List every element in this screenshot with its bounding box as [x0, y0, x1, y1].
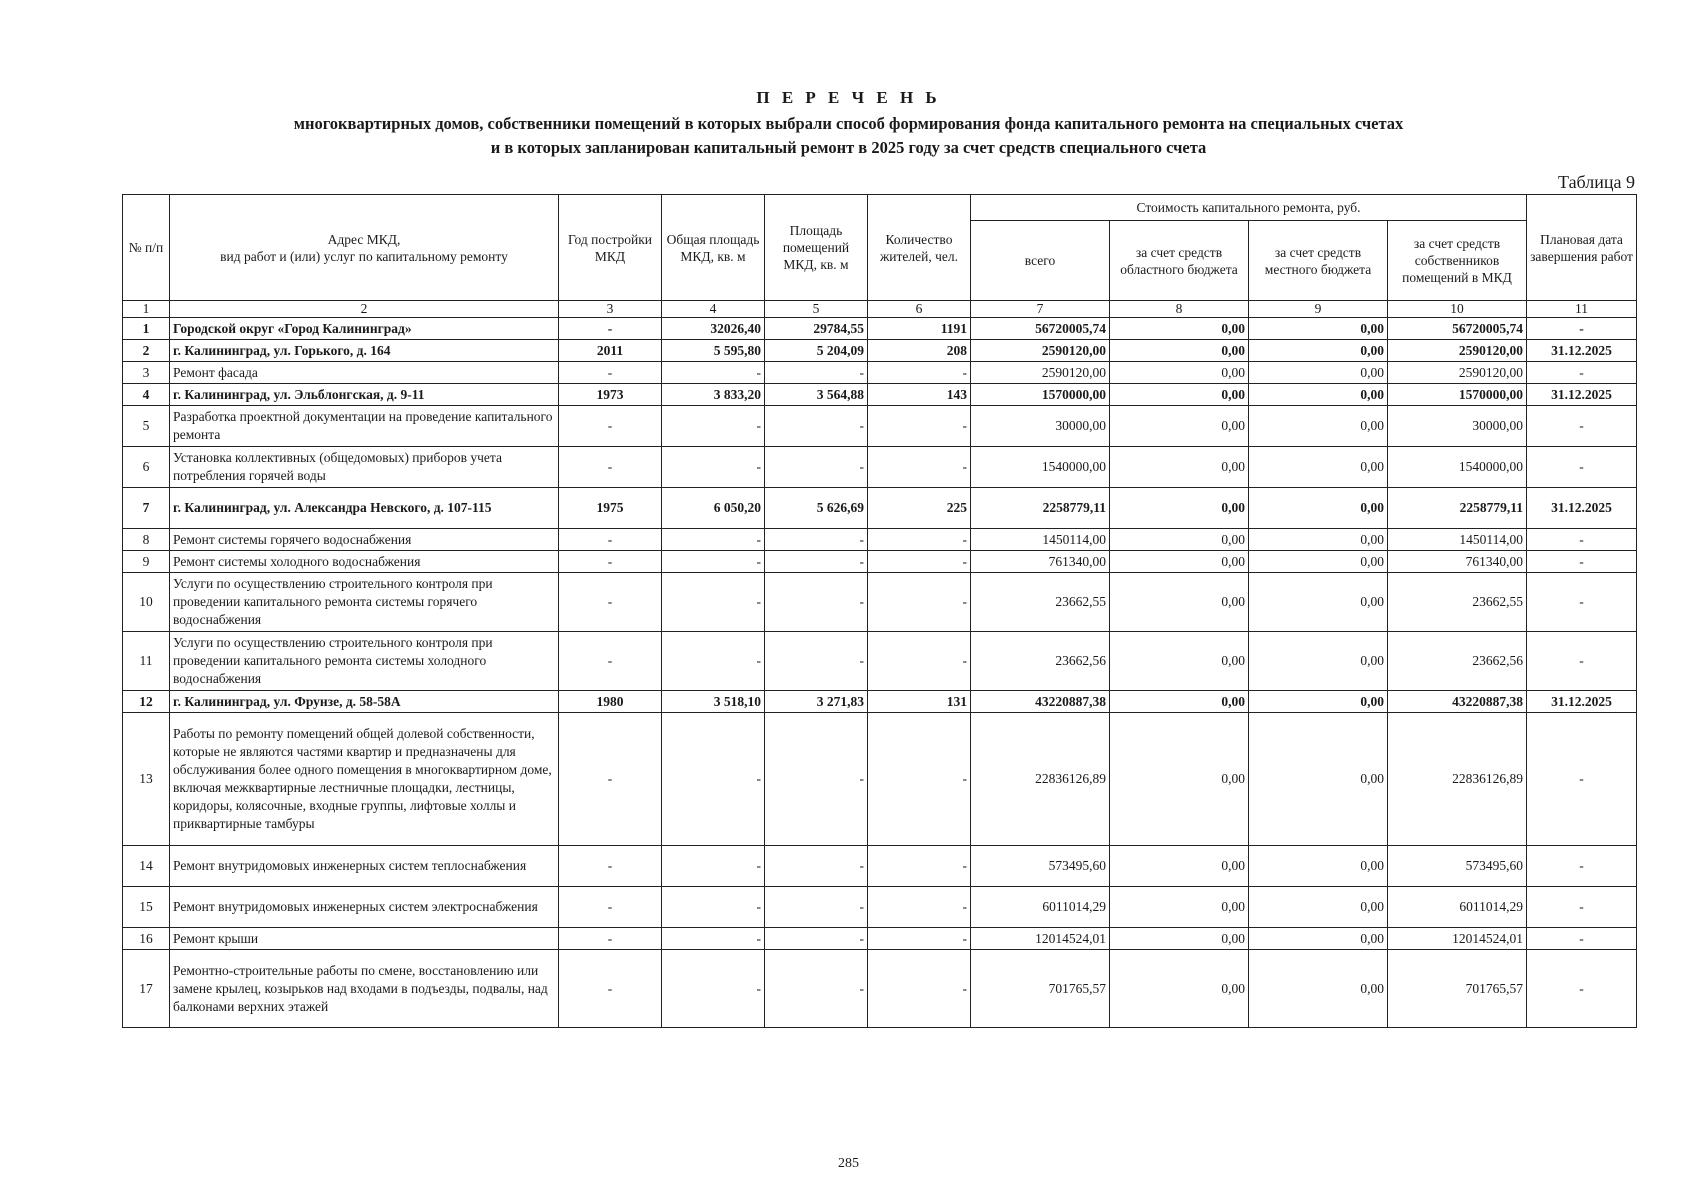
row-cost-regional: 0,00: [1110, 573, 1249, 632]
row-completion-date: -: [1527, 362, 1637, 384]
row-cost-total: 23662,55: [971, 573, 1110, 632]
row-premises-area: -: [765, 928, 868, 950]
row-cost-local: 0,00: [1249, 846, 1388, 887]
row-address-or-work: Услуги по осуществлению строительного контроля при проведении капитального ремонта системы холодного водоснабжения: [170, 632, 559, 691]
row-cost-local: 0,00: [1249, 384, 1388, 406]
row-cost-regional: 0,00: [1110, 887, 1249, 928]
page-number: 285: [838, 1156, 859, 1171]
table-row: [123, 950, 1637, 1028]
table-row: [123, 713, 1637, 846]
row-total-area: -: [662, 447, 765, 488]
repair-list-table: [122, 194, 1637, 1028]
row-completion-date: -: [1527, 950, 1637, 1028]
row-cost-local: 0,00: [1249, 632, 1388, 691]
row-number: 9: [123, 551, 170, 573]
row-cost-regional: 0,00: [1110, 362, 1249, 384]
row-cost-local: 0,00: [1249, 573, 1388, 632]
row-completion-date: -: [1527, 713, 1637, 846]
row-cost-owners: 701765,57: [1388, 950, 1527, 1028]
row-year: -: [559, 362, 662, 384]
row-number: 8: [123, 529, 170, 551]
row-number: 17: [123, 950, 170, 1028]
row-cost-regional: 0,00: [1110, 447, 1249, 488]
row-completion-date: -: [1527, 887, 1637, 928]
row-cost-total: 2590120,00: [971, 362, 1110, 384]
header-cost-group: Стоимость капитального ремонта, руб.: [971, 195, 1527, 221]
row-cost-local: 0,00: [1249, 488, 1388, 529]
row-year: -: [559, 406, 662, 447]
row-total-area: -: [662, 632, 765, 691]
row-number: 12: [123, 691, 170, 713]
table-row: [123, 384, 1637, 406]
row-number: 3: [123, 362, 170, 384]
row-premises-area: -: [765, 573, 868, 632]
row-premises-area: -: [765, 846, 868, 887]
column-number: 9: [1249, 301, 1388, 318]
row-total-area: -: [662, 362, 765, 384]
row-number: 10: [123, 573, 170, 632]
column-number: 10: [1388, 301, 1527, 318]
row-number: 4: [123, 384, 170, 406]
row-premises-area: 29784,55: [765, 318, 868, 340]
row-residents: -: [868, 846, 971, 887]
row-address-or-work: Ремонт системы холодного водоснабжения: [170, 551, 559, 573]
header-cost-local: за счет средств местного бюджета: [1249, 221, 1388, 301]
row-year: -: [559, 318, 662, 340]
row-address-or-work: Ремонт внутридомовых инженерных систем теплоснабжения: [170, 846, 559, 887]
row-number: 5: [123, 406, 170, 447]
row-total-area: -: [662, 928, 765, 950]
row-total-area: -: [662, 713, 765, 846]
row-cost-owners: 30000,00: [1388, 406, 1527, 447]
header-residents: Количество жителей, чел.: [868, 195, 971, 301]
row-year: -: [559, 573, 662, 632]
row-residents: 225: [868, 488, 971, 529]
header-premises-area: Площадь помещений МКД, кв. м: [765, 195, 868, 301]
row-total-area: 6 050,20: [662, 488, 765, 529]
header-cost-regional: за счет средств областного бюджета: [1110, 221, 1249, 301]
row-cost-total: 12014524,01: [971, 928, 1110, 950]
row-completion-date: -: [1527, 573, 1637, 632]
row-total-area: -: [662, 551, 765, 573]
row-number: 6: [123, 447, 170, 488]
row-completion-date: 31.12.2025: [1527, 340, 1637, 362]
row-cost-local: 0,00: [1249, 362, 1388, 384]
row-number: 14: [123, 846, 170, 887]
row-residents: 1191: [868, 318, 971, 340]
row-cost-local: 0,00: [1249, 447, 1388, 488]
row-number: 2: [123, 340, 170, 362]
row-completion-date: -: [1527, 928, 1637, 950]
row-address-or-work: Городской округ «Город Калининград»: [170, 318, 559, 340]
header-address: Адрес МКД, вид работ и (или) услуг по капитальному ремонту: [170, 195, 559, 301]
row-premises-area: -: [765, 406, 868, 447]
table-row: [123, 406, 1637, 447]
row-cost-owners: 2590120,00: [1388, 362, 1527, 384]
row-cost-regional: 0,00: [1110, 529, 1249, 551]
row-year: -: [559, 950, 662, 1028]
row-completion-date: -: [1527, 632, 1637, 691]
row-cost-local: 0,00: [1249, 551, 1388, 573]
row-cost-local: 0,00: [1249, 950, 1388, 1028]
row-cost-owners: 6011014,29: [1388, 887, 1527, 928]
row-address-or-work: Ремонт внутридомовых инженерных систем электроснабжения: [170, 887, 559, 928]
row-completion-date: 31.12.2025: [1527, 384, 1637, 406]
row-year: 1973: [559, 384, 662, 406]
table-row: [123, 928, 1637, 950]
row-cost-total: 2590120,00: [971, 340, 1110, 362]
document-subtitle-line-2: и в которых запланирован капитальный ремонт в 2025 году за счет средств специального счета: [490, 138, 1207, 157]
row-completion-date: -: [1527, 406, 1637, 447]
row-cost-local: 0,00: [1249, 887, 1388, 928]
row-number: 15: [123, 887, 170, 928]
row-premises-area: -: [765, 713, 868, 846]
row-address-or-work: Работы по ремонту помещений общей долевой собственности, которые не являются частями квартир и предназначены для обслуживания более одного помещения в многоквартирном доме, включая межквартирные лестничные площадки, лестницы, коридоры, колясочные, входные группы, лифтовые холлы и приквартирные тамбуры: [170, 713, 559, 846]
header-year: Год постройки МКД: [559, 195, 662, 301]
column-number: 2: [170, 301, 559, 318]
row-premises-area: -: [765, 529, 868, 551]
table-row: [123, 887, 1637, 928]
row-cost-total: 573495,60: [971, 846, 1110, 887]
row-residents: -: [868, 529, 971, 551]
row-completion-date: -: [1527, 318, 1637, 340]
row-residents: -: [868, 573, 971, 632]
column-number: 6: [868, 301, 971, 318]
row-cost-total: 30000,00: [971, 406, 1110, 447]
row-total-area: -: [662, 887, 765, 928]
row-year: 2011: [559, 340, 662, 362]
table-row: [123, 362, 1637, 384]
table-row: [123, 691, 1637, 713]
row-premises-area: -: [765, 362, 868, 384]
row-cost-local: 0,00: [1249, 529, 1388, 551]
table-row: [123, 573, 1637, 632]
column-number: 8: [1110, 301, 1249, 318]
row-address-or-work: Ремонтно-строительные работы по смене, восстановлению или замене крылец, козырьков над входами в подъезды, подвалы, над балконами верхних этажей: [170, 950, 559, 1028]
table-row: [123, 529, 1637, 551]
row-cost-regional: 0,00: [1110, 406, 1249, 447]
header-cost-owners: за счет средств собственников помещений в МКД: [1388, 221, 1527, 301]
row-cost-local: 0,00: [1249, 713, 1388, 846]
row-year: 1980: [559, 691, 662, 713]
row-cost-regional: 0,00: [1110, 488, 1249, 529]
row-cost-owners: 23662,55: [1388, 573, 1527, 632]
row-cost-owners: 2590120,00: [1388, 340, 1527, 362]
row-total-area: 32026,40: [662, 318, 765, 340]
row-cost-regional: 0,00: [1110, 691, 1249, 713]
row-residents: -: [868, 406, 971, 447]
row-year: -: [559, 632, 662, 691]
row-number: 11: [123, 632, 170, 691]
row-total-area: 5 595,80: [662, 340, 765, 362]
row-year: -: [559, 713, 662, 846]
table-row: [123, 632, 1637, 691]
row-cost-total: 23662,56: [971, 632, 1110, 691]
row-cost-local: 0,00: [1249, 691, 1388, 713]
row-completion-date: -: [1527, 447, 1637, 488]
row-premises-area: -: [765, 950, 868, 1028]
row-cost-local: 0,00: [1249, 406, 1388, 447]
row-premises-area: 5 204,09: [765, 340, 868, 362]
row-cost-owners: 2258779,11: [1388, 488, 1527, 529]
row-address-or-work: Услуги по осуществлению строительного контроля при проведении капитального ремонта системы горячего водоснабжения: [170, 573, 559, 632]
row-cost-local: 0,00: [1249, 928, 1388, 950]
row-address-or-work: Разработка проектной документации на проведение капитального ремонта: [170, 406, 559, 447]
row-address-or-work: г. Калининград, ул. Фрунзе, д. 58-58А: [170, 691, 559, 713]
row-address-or-work: г. Калининград, ул. Эльблонгская, д. 9-11: [170, 384, 559, 406]
row-cost-owners: 23662,56: [1388, 632, 1527, 691]
row-cost-total: 701765,57: [971, 950, 1110, 1028]
table-label: Таблица 9: [1558, 172, 1635, 192]
row-cost-owners: 43220887,38: [1388, 691, 1527, 713]
row-residents: 208: [868, 340, 971, 362]
table-row: [123, 551, 1637, 573]
column-number: 11: [1527, 301, 1637, 318]
row-address-or-work: Ремонт фасада: [170, 362, 559, 384]
row-residents: -: [868, 362, 971, 384]
row-completion-date: -: [1527, 529, 1637, 551]
row-number: 16: [123, 928, 170, 950]
row-year: -: [559, 887, 662, 928]
table-row: [123, 488, 1637, 529]
row-completion-date: -: [1527, 846, 1637, 887]
row-total-area: -: [662, 406, 765, 447]
row-total-area: 3 518,10: [662, 691, 765, 713]
table-row: [123, 447, 1637, 488]
header-completion-date: Плановая дата завершения работ: [1527, 195, 1637, 301]
row-address-or-work: Установка коллективных (общедомовых) приборов учета потребления горячей воды: [170, 447, 559, 488]
row-cost-total: 1540000,00: [971, 447, 1110, 488]
row-cost-total: 1570000,00: [971, 384, 1110, 406]
row-cost-total: 43220887,38: [971, 691, 1110, 713]
row-cost-regional: 0,00: [1110, 384, 1249, 406]
row-total-area: 3 833,20: [662, 384, 765, 406]
header-total-area: Общая площадь МКД, кв. м: [662, 195, 765, 301]
row-cost-total: 2258779,11: [971, 488, 1110, 529]
row-year: -: [559, 928, 662, 950]
document-title: П Е Р Е Ч Е Н Ь: [756, 88, 941, 107]
row-number: 1: [123, 318, 170, 340]
row-residents: -: [868, 928, 971, 950]
column-number-row: [123, 301, 1637, 318]
row-number: 13: [123, 713, 170, 846]
row-cost-owners: 573495,60: [1388, 846, 1527, 887]
row-premises-area: -: [765, 632, 868, 691]
row-cost-total: 6011014,29: [971, 887, 1110, 928]
row-year: 1975: [559, 488, 662, 529]
row-completion-date: 31.12.2025: [1527, 691, 1637, 713]
row-cost-owners: 1570000,00: [1388, 384, 1527, 406]
row-address-or-work: Ремонт крыши: [170, 928, 559, 950]
document-subtitle-line-1: многоквартирных домов, собственники помещений в которых выбрали способ формирования фонда капитального ремонта на специальных счетах: [293, 114, 1404, 133]
row-cost-owners: 12014524,01: [1388, 928, 1527, 950]
row-address-or-work: Ремонт системы горячего водоснабжения: [170, 529, 559, 551]
column-number: 4: [662, 301, 765, 318]
row-residents: 131: [868, 691, 971, 713]
row-total-area: -: [662, 846, 765, 887]
row-cost-regional: 0,00: [1110, 713, 1249, 846]
table-row: [123, 340, 1637, 362]
header-cost-total: всего: [971, 221, 1110, 301]
row-address-or-work: г. Калининград, ул. Горького, д. 164: [170, 340, 559, 362]
table-row: [123, 318, 1637, 340]
row-cost-total: 56720005,74: [971, 318, 1110, 340]
row-year: -: [559, 551, 662, 573]
row-residents: 143: [868, 384, 971, 406]
row-residents: -: [868, 713, 971, 846]
row-cost-total: 1450114,00: [971, 529, 1110, 551]
row-residents: -: [868, 950, 971, 1028]
table-row: [123, 846, 1637, 887]
row-cost-owners: 1450114,00: [1388, 529, 1527, 551]
row-premises-area: 5 626,69: [765, 488, 868, 529]
row-year: -: [559, 529, 662, 551]
row-premises-area: -: [765, 887, 868, 928]
row-residents: -: [868, 632, 971, 691]
row-total-area: -: [662, 529, 765, 551]
header-num: № п/п: [123, 195, 170, 301]
row-cost-regional: 0,00: [1110, 551, 1249, 573]
row-cost-regional: 0,00: [1110, 846, 1249, 887]
row-premises-area: -: [765, 447, 868, 488]
row-cost-regional: 0,00: [1110, 928, 1249, 950]
column-number: 7: [971, 301, 1110, 318]
row-year: -: [559, 846, 662, 887]
row-premises-area: -: [765, 551, 868, 573]
row-completion-date: -: [1527, 551, 1637, 573]
row-total-area: -: [662, 950, 765, 1028]
row-total-area: -: [662, 573, 765, 632]
row-year: -: [559, 447, 662, 488]
row-number: 7: [123, 488, 170, 529]
row-cost-total: 22836126,89: [971, 713, 1110, 846]
row-premises-area: 3 564,88: [765, 384, 868, 406]
row-cost-total: 761340,00: [971, 551, 1110, 573]
row-cost-regional: 0,00: [1110, 318, 1249, 340]
column-number: 3: [559, 301, 662, 318]
column-number: 5: [765, 301, 868, 318]
row-residents: -: [868, 447, 971, 488]
table-body: [123, 318, 1637, 1028]
row-cost-regional: 0,00: [1110, 632, 1249, 691]
row-cost-owners: 56720005,74: [1388, 318, 1527, 340]
row-residents: -: [868, 551, 971, 573]
row-completion-date: 31.12.2025: [1527, 488, 1637, 529]
row-cost-owners: 22836126,89: [1388, 713, 1527, 846]
row-address-or-work: г. Калининград, ул. Александра Невского, д. 107-115: [170, 488, 559, 529]
row-residents: -: [868, 887, 971, 928]
row-cost-regional: 0,00: [1110, 340, 1249, 362]
row-cost-regional: 0,00: [1110, 950, 1249, 1028]
row-cost-local: 0,00: [1249, 340, 1388, 362]
row-cost-owners: 761340,00: [1388, 551, 1527, 573]
column-number: 1: [123, 301, 170, 318]
row-premises-area: 3 271,83: [765, 691, 868, 713]
row-cost-local: 0,00: [1249, 318, 1388, 340]
row-cost-owners: 1540000,00: [1388, 447, 1527, 488]
